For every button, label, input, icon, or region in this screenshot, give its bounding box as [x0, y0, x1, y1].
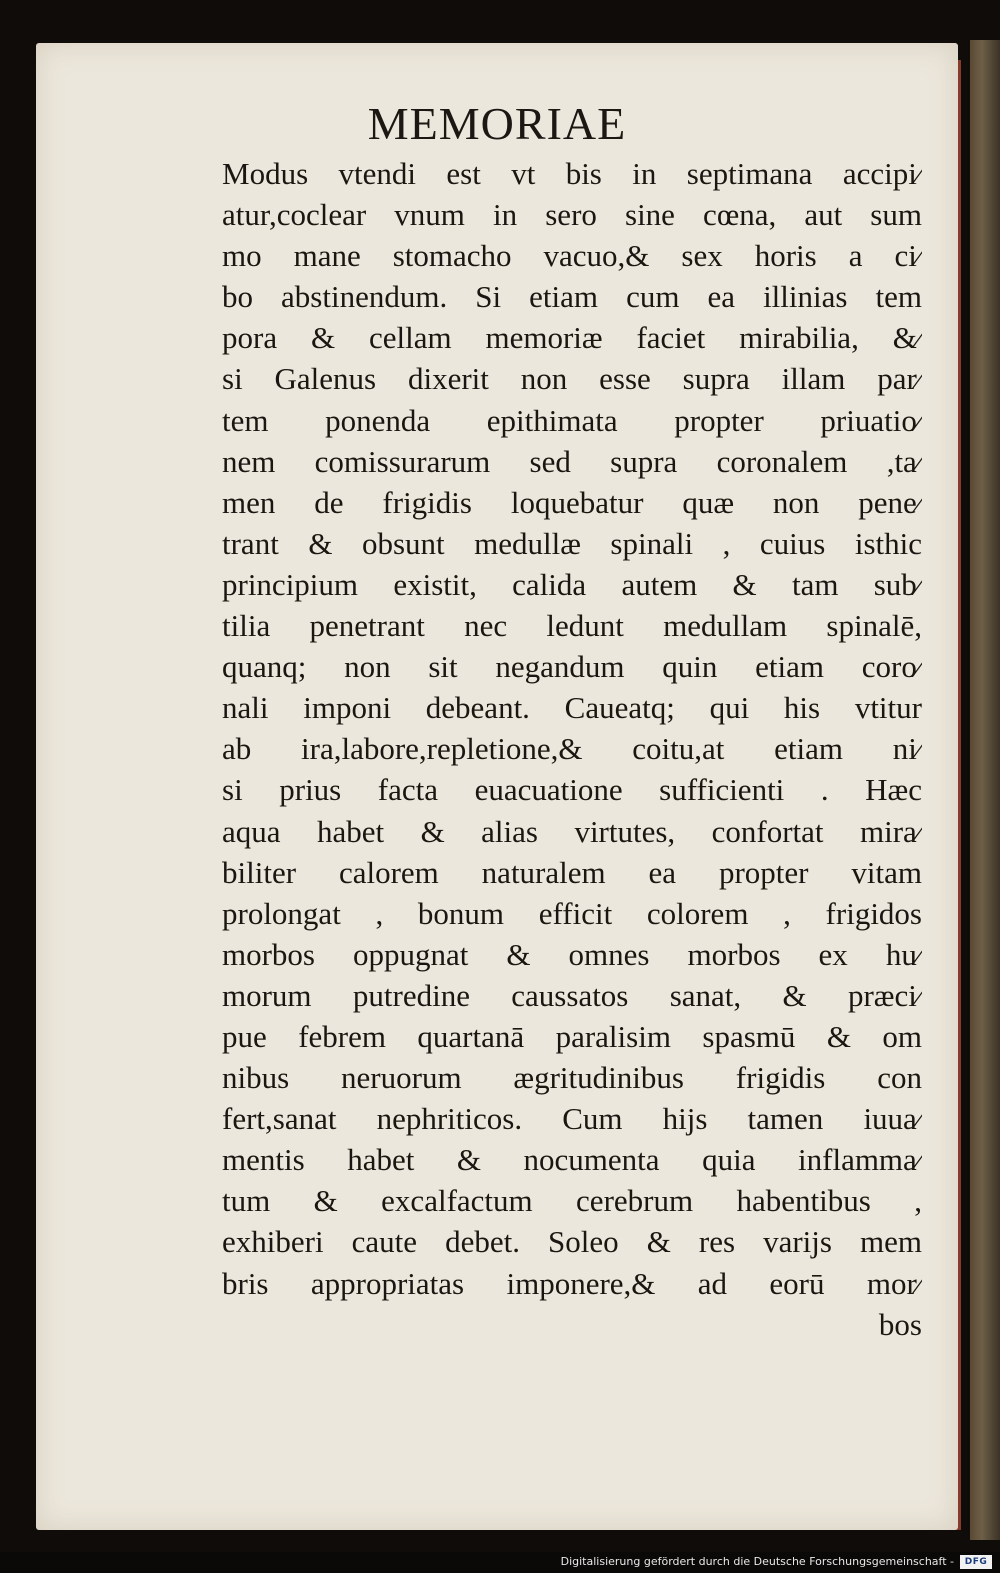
- text-line: biliter calorem naturalem ea propter vitam: [222, 854, 922, 890]
- book-page: [36, 43, 958, 1530]
- text-line: exhiberi caute debet. Soleo & res varijs mem: [222, 1224, 922, 1260]
- text-line: aqua habet & alias virtutes, confortat mira⁄: [222, 813, 922, 849]
- text-line: bris appropriatas imponere,& ad eorū mor⁄: [222, 1265, 922, 1301]
- text-line: mentis habet & nocumenta quia inflamma⁄: [222, 1142, 922, 1178]
- text-line: nali imponi debeant. Caueatq; qui his vtitur: [222, 690, 922, 726]
- text-line: Modus vtendi est vt bis in septimana accipi⁄: [222, 156, 922, 191]
- text-line: mo mane stomacho vacuo,& sex horis a ci⁄: [222, 238, 922, 274]
- body-text: [222, 153, 922, 1345]
- text-line: si Galenus dixerit non esse supra illam par⁄: [222, 361, 922, 397]
- text-line: men de frigidis loquebatur quæ non pene⁄: [222, 484, 922, 520]
- text-line: nibus neruorum ægritudinibus frigidis con: [222, 1060, 922, 1096]
- text-line: tum & excalfactum cerebrum habentibus ,: [222, 1183, 922, 1219]
- text-line: principium existit, calida autem & tam sub⁄: [222, 566, 922, 602]
- funding-credit: Digitalisierung gefördert durch die Deutsche Forschungsgemeinschaft -: [560, 1555, 954, 1568]
- text-line: morbos oppugnat & omnes morbos ex hu⁄: [222, 936, 922, 972]
- text-line: tem ponenda epithimata propter priuatio⁄: [222, 402, 922, 438]
- text-line: pue febrem quartanā paralisim spasmū & om: [222, 1018, 922, 1054]
- text-line: si prius facta euacuatione sufficienti . Hæc: [222, 772, 922, 808]
- text-line: nem comissurarum sed supra coronalem ,ta⁄: [222, 443, 922, 479]
- text-line: morum putredine caussatos sanat, & præci⁄: [222, 977, 922, 1013]
- text-line: trant & obsunt medullæ spinali , cuius isthic: [222, 525, 922, 561]
- text-line: atur,coclear vnum in sero sine cœna, aut sum: [222, 197, 922, 233]
- text-line: fert,sanat nephriticos. Cum hijs tamen iuua⁄: [222, 1101, 922, 1137]
- dfg-logo: DFG: [960, 1555, 992, 1569]
- book-binding: [970, 40, 1000, 1540]
- text-line: quanq; non sit negandum quin etiam coro⁄: [222, 649, 922, 685]
- text-line: bos: [878, 1306, 922, 1342]
- text-line: ab ira,labore,repletione,& coitu,at etiam ni⁄: [222, 731, 922, 767]
- text-line: pora & cellam memoriæ faciet mirabilia, &⁄: [222, 320, 922, 356]
- text-line: bo abstinendum. Si etiam cum ea illinias tem: [222, 279, 922, 315]
- text-line: tilia penetrant nec ledunt medullam spinalē,: [222, 608, 922, 644]
- text-line: prolongat , bonum efficit colorem , frigidos: [222, 895, 922, 931]
- running-head: MEMORIAE: [367, 98, 627, 149]
